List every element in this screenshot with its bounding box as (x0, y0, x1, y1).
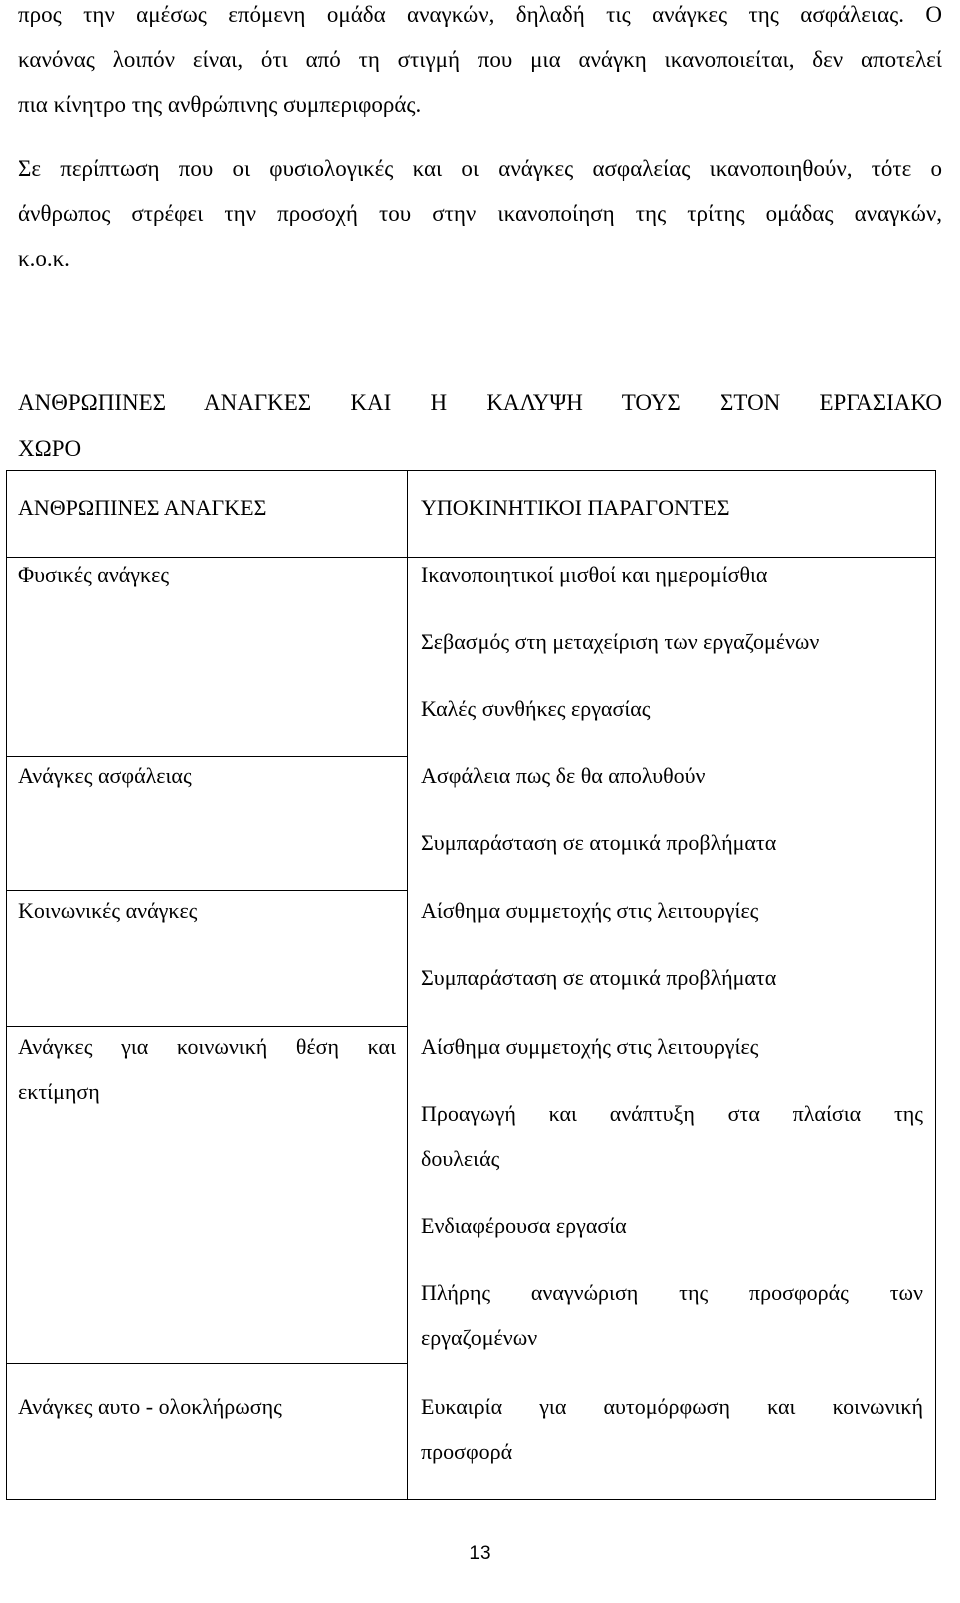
factor-cell: Συμπαράσταση σε ατομικά προβλήματα (421, 965, 777, 990)
need-cell: Ανάγκες αυτο - ολοκλήρωσης (18, 1394, 282, 1419)
section-heading (18, 380, 942, 472)
need-cell: εκτίμηση (18, 1079, 100, 1104)
header-needs: ΑΝΘΡΩΠΙΝΕΣ ΑΝΑΓΚΕΣ (18, 495, 267, 520)
text-line: προς την αμέσως επόμενη ομάδα αναγκών, δηλαδή τις ανάγκες της ασφάλειας. Ο (18, 2, 942, 27)
factor-cell: Ευκαιρία για αυτομόρφωση και κοινωνική (421, 1394, 923, 1419)
factor-cell: εργαζομένων (421, 1325, 538, 1350)
factor-cell: Πλήρης αναγνώριση της προσφοράς των (421, 1280, 923, 1305)
table-border-top (6, 470, 936, 471)
need-cell: Ανάγκες για κοινωνική θέση και (18, 1034, 396, 1059)
factor-cell: Αίσθημα συμμετοχής στις λειτουργίες (421, 1034, 759, 1059)
factor-cell: Ασφάλεια πως δε θα απολυθούν (421, 763, 706, 788)
intro-paragraph-2 (18, 146, 942, 281)
text-line: κανόνας λοιπόν είναι, ότι από τη στιγμή που μια ανάγκη ικανοποιείται, δεν αποτελεί (18, 47, 942, 72)
need-cell: Φυσικές ανάγκες (18, 562, 170, 587)
intro-paragraph-1 (18, 0, 942, 127)
text-line: κ.ο.κ. (18, 246, 70, 271)
factor-cell: Καλές συνθήκες εργασίας (421, 696, 651, 721)
factor-cell: προσφορά (421, 1439, 513, 1464)
text-line: Σε περίπτωση που οι φυσιολογικές και οι ανάγκες ασφαλείας ικανοποιηθούν, τότε ο (18, 156, 942, 181)
factor-cell: Αίσθημα συμμετοχής στις λειτουργίες (421, 898, 759, 923)
table-column-divider (407, 470, 408, 1500)
need-cell: Κοινωνικές ανάγκες (18, 898, 198, 923)
need-cell: Ανάγκες ασφάλειας (18, 763, 192, 788)
factor-cell: Ενδιαφέρουσα εργασία (421, 1213, 627, 1238)
factor-cell: Συμπαράσταση σε ατομικά προβλήματα (421, 830, 777, 855)
table-border-left (6, 470, 7, 1500)
heading-line: ΧΩΡΟ (18, 436, 82, 461)
text-line: πια κίνητρο της ανθρώπινης συμπεριφοράς. (18, 92, 422, 117)
factor-cell: Ικανοποιητικοί μισθοί και ημερομίσθια (421, 562, 768, 587)
row-divider (6, 1363, 408, 1364)
header-factors: ΥΠΟΚΙΝΗΤΙΚΟΙ ΠΑΡΑΓΟΝΤΕΣ (421, 495, 730, 520)
table-border-right (935, 470, 936, 1500)
table-border-bottom (6, 1499, 936, 1500)
factor-cell: δουλειάς (421, 1146, 500, 1171)
text-line: άνθρωπος στρέφει την προσοχή του στην ικανοποίηση της τρίτης ομάδας αναγκών, (18, 201, 942, 226)
factor-cell: Σεβασμός στη μεταχείριση των εργαζομένων (421, 629, 820, 654)
page-number: 13 (469, 1543, 491, 1564)
factor-cell: Προαγωγή και ανάπτυξη στα πλαίσια της (421, 1101, 923, 1126)
heading-line: ΑΝΘΡΩΠΙΝΕΣ ΑΝΑΓΚΕΣ ΚΑΙ Η ΚΑΛΥΨΗ ΤΟΥΣ ΣΤΟΝ ΕΡΓΑΣΙΑΚΟ (18, 390, 942, 415)
needs-table (6, 470, 948, 1500)
